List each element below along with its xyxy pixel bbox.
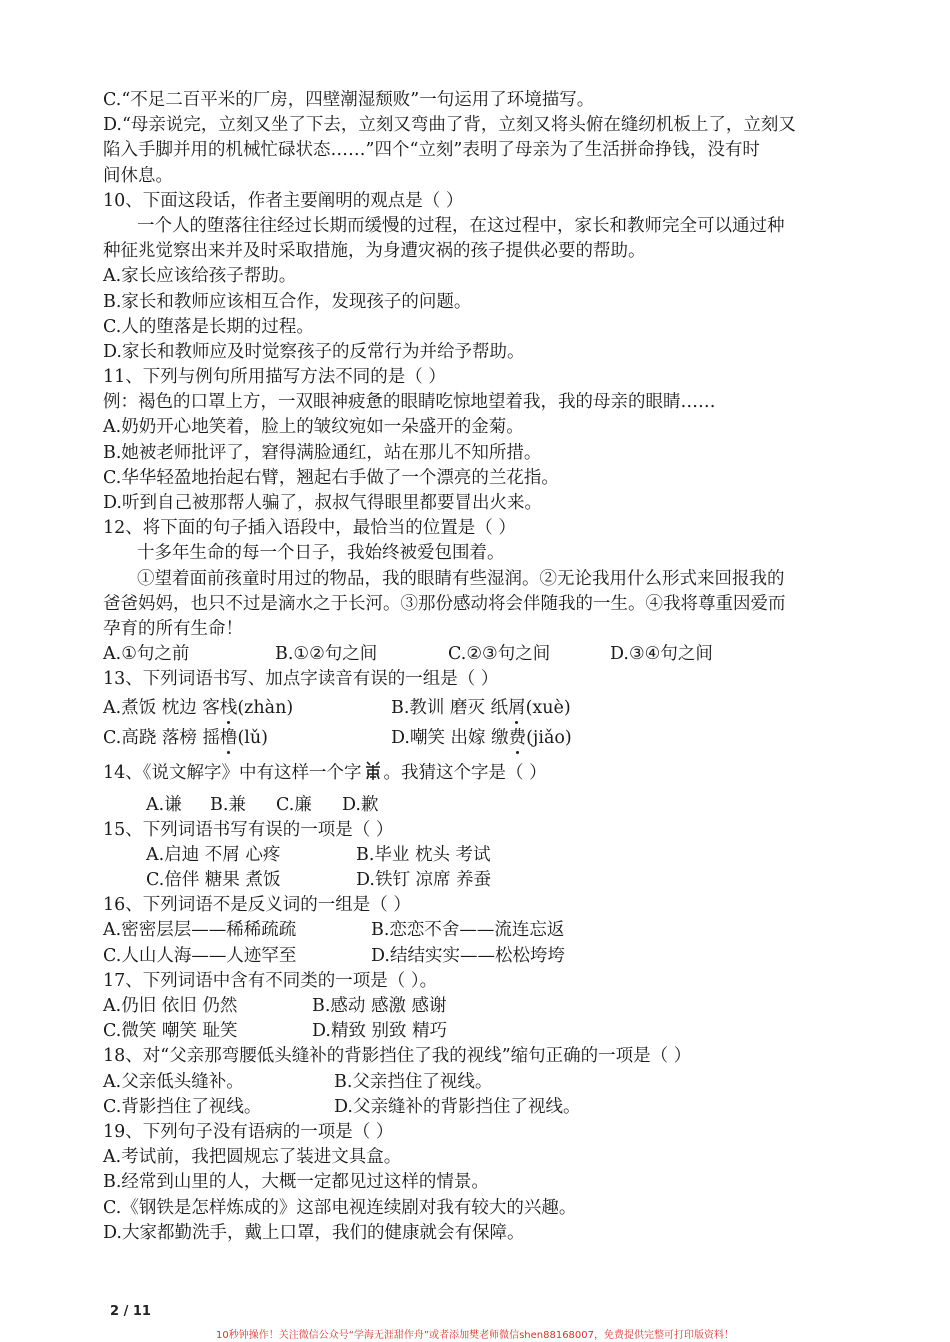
q19-option-b: B.经常到山里的人，大概一定都见过这样的情景。 bbox=[103, 1172, 489, 1193]
dotted-char: 屑 bbox=[508, 697, 526, 718]
q15-option-c: C.倍伴 糖果 煮饭 bbox=[146, 870, 281, 891]
q19-option-c: C.《钢铁是怎样炼成的》这部电视连续剧对我有较大的兴趣。 bbox=[103, 1197, 577, 1218]
q11-option-b: B.她被老师批评了，窘得满脸通红，站在那儿不知所措。 bbox=[103, 442, 542, 463]
q18-option-b: B.父亲挡住了视线。 bbox=[334, 1071, 493, 1092]
option-d-end: 间休息。 bbox=[103, 165, 173, 186]
q14-option-a: A.谦 bbox=[146, 794, 182, 815]
question-18: 18、对“父亲那弯腰低头缝补的背影挡住了我的视线”缩句正确的一项是（ ） bbox=[103, 1046, 692, 1067]
q12-option-a: A.①句之前 bbox=[103, 644, 190, 665]
q18-option-a: A.父亲低头缝补。 bbox=[103, 1071, 244, 1092]
question-12: 12、将下面的句子插入语段中，最恰当的位置是（ ） bbox=[103, 518, 516, 539]
seal-script-character-icon bbox=[364, 759, 382, 781]
page-number: 2 / 11 bbox=[110, 1304, 151, 1319]
q17-options-cd bbox=[103, 1019, 863, 1044]
dotted-char: 橹 bbox=[219, 727, 238, 748]
q13-option-d: D.嘲笑 出嫁 缴费(jiǎo) bbox=[391, 727, 572, 748]
q18-option-d: D.父亲缝补的背影挡住了视线。 bbox=[334, 1096, 581, 1117]
q14-option-b: B.兼 bbox=[210, 794, 246, 815]
q10-option-d: D.家长和教师应及时觉察孩子的反常行为并给予帮助。 bbox=[103, 341, 525, 362]
q18-options-ab bbox=[103, 1070, 863, 1095]
question-15: 15、下列词语书写有误的一项是（ ） bbox=[103, 819, 394, 840]
q11-option-a: A.奶奶开心地笑着，脸上的皱纹宛如一朵盛开的金菊。 bbox=[103, 417, 524, 438]
q17-option-c: C.微笑 嘲笑 耻笑 bbox=[103, 1021, 238, 1042]
q12-passage-line2: 爸爸妈妈，也只不过是滴水之于长河。③那份感动将会伴随我的一生。④我将尊重因爱而 bbox=[103, 593, 786, 614]
q14-options bbox=[103, 793, 863, 818]
q16-option-d: D.结结实实——松松垮垮 bbox=[371, 945, 565, 966]
q18-option-c: C.背影挡住了视线。 bbox=[103, 1096, 262, 1117]
q18-options-cd bbox=[103, 1095, 863, 1120]
q14-option-d: D.歉 bbox=[342, 794, 379, 815]
q16-option-c: C.人山人海——人迹罕至 bbox=[103, 945, 297, 966]
q10-option-a: A.家长应该给孩子帮助。 bbox=[103, 266, 297, 287]
dotted-char: 栈 bbox=[219, 697, 238, 718]
q17-option-d: D.精致 别致 精巧 bbox=[312, 1021, 448, 1042]
q16-option-a: A.密密层层——稀稀疏疏 bbox=[103, 920, 297, 941]
question-13: 13、下列词语书写、加点字读音有误的一组是（ ） bbox=[103, 669, 499, 690]
q17-options-ab bbox=[103, 994, 863, 1019]
q12-sentence: 十多年生命的每一个日子，我始终被爱包围着。 bbox=[137, 543, 505, 564]
q14-option-c: C.廉 bbox=[276, 794, 312, 815]
q17-option-a: A.仍旧 依旧 仍然 bbox=[103, 996, 238, 1016]
footer-promo-note: 10秒钟操作！关注微信公众号“学海无涯甜作舟”或者添加樊老师微信shen88168007，免费提供完整可打印版资料！ bbox=[215, 1330, 735, 1341]
q13-option-a: A.煮饭 枕边 客栈(zhàn) bbox=[103, 697, 294, 718]
q16-options-ab bbox=[103, 918, 863, 943]
q16-option-b: B.恋恋不舍——流连忘返 bbox=[371, 920, 565, 941]
q15-option-b: B.毕业 枕头 考试 bbox=[356, 844, 491, 865]
q10-passage-line1: 一个人的堕落往往经过长期而缓慢的过程，在这过程中，家长和教师完全可以通过种 bbox=[137, 215, 785, 236]
q12-passage-line1: ①望着面前孩童时用过的物品，我的眼睛有些湿润。②无论我用什么形式来回报我的 bbox=[137, 568, 785, 589]
dotted-char: 费 bbox=[508, 727, 527, 748]
option-c-line: C.“不足二百平米的厂房，四壁潮湿颓败”一句运用了环境描写。 bbox=[103, 90, 595, 110]
option-d-line: D.“母亲说完，立刻又坐了下去，立刻又弯曲了背，立刻又将头俯在缝纫机板上了，立刻又 bbox=[103, 115, 796, 136]
q11-option-d: D.听到自己被那帮人骗了，叔叔气得眼里都要冒出火来。 bbox=[103, 493, 542, 513]
q12-options bbox=[103, 642, 863, 667]
q10-option-c: C.人的堕落是长期的过程。 bbox=[103, 316, 314, 337]
q13-option-b: B.教训 磨灭 纸屑(xuè) bbox=[391, 697, 571, 718]
q19-option-d: D.大家都勤洗手，戴上口罩，我们的健康就会有保障。 bbox=[103, 1222, 525, 1243]
question-19: 19、下列句子没有语病的一项是（ ） bbox=[103, 1121, 394, 1142]
question-10: 10、下面这段话，作者主要阐明的观点是（ ） bbox=[103, 190, 464, 211]
q10-passage-line2: 种征兆觉察出来并及时采取措施，为身遭灾祸的孩子提供必要的帮助。 bbox=[103, 241, 646, 262]
q17-option-b: B.感动 感激 感谢 bbox=[312, 996, 447, 1016]
q15-option-a: A.启迪 不屑 心疼 bbox=[146, 844, 281, 865]
option-d-continued: 陷入手脚并用的机械忙碌状态……”四个“立刻”表明了母亲为了生活拼命挣钱，没有时 bbox=[103, 140, 760, 161]
question-14: 14、《说文解字》中有这样一个字 。我猜这个字是（ ） bbox=[103, 753, 863, 793]
exam-content bbox=[103, 88, 863, 1246]
q12-option-d: D.③④句之间 bbox=[610, 644, 713, 665]
q15-options-ab bbox=[103, 843, 863, 868]
q11-option-c: C.华华轻盈地抬起右臂，翘起右手做了一个漂亮的兰花指。 bbox=[103, 467, 559, 488]
q13-options-ab bbox=[103, 693, 863, 723]
question-16: 16、下列词语不是反义词的一组是（ ） bbox=[103, 895, 411, 916]
question-11: 11、下列与例句所用描写方法不同的是（ ） bbox=[103, 367, 446, 388]
q12-option-c: C.②③句之间 bbox=[448, 644, 551, 665]
q13-option-c: C.高跷 落榜 摇橹(lǔ) bbox=[103, 727, 268, 748]
q11-example: 例：褐色的口罩上方，一双眼神疲惫的眼睛吃惊地望着我，我的母亲的眼睛…… bbox=[103, 392, 716, 413]
q12-passage-line3: 孕育的所有生命！ bbox=[103, 618, 243, 639]
q15-option-d: D.铁钉 凉席 养蚕 bbox=[356, 870, 492, 891]
question-17: 17、下列词语中含有不同类的一项是（ ）。 bbox=[103, 970, 438, 991]
q19-option-a: A.考试前，我把圆规忘了装进文具盒。 bbox=[103, 1147, 402, 1168]
q15-options-cd bbox=[103, 868, 863, 893]
q10-option-b: B.家长和教师应该相互合作，发现孩子的问题。 bbox=[103, 291, 472, 312]
q13-options-cd bbox=[103, 723, 863, 753]
q16-options-cd bbox=[103, 944, 863, 969]
q12-option-b: B.①②句之间 bbox=[275, 644, 378, 665]
